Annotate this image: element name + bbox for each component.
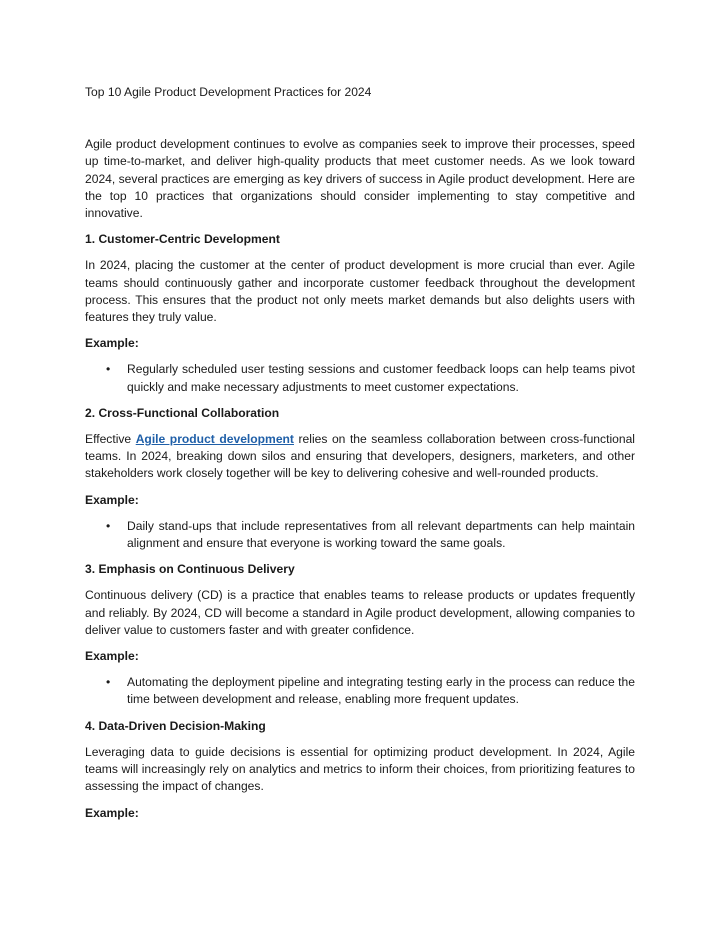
section-body-continuous-delivery: Continuous delivery (CD) is a practice that enables teams to release products or updates frequently and reliably. By 2024, CD will become a standard in Agile product development, allowing companies to deliver value to customers faster and with greater confidence. — [85, 588, 635, 637]
example-text: Regularly scheduled user testing sessions and customer feedback loops can help teams pivot quickly and make necessary adjustments to meet customer expectations. — [127, 362, 635, 394]
example-label: Example: — [85, 805, 139, 820]
example-list — [85, 518, 635, 552]
example-list — [85, 674, 635, 708]
section-body-cross-functional — [85, 431, 635, 483]
example-text: Daily stand-ups that include representatives from all relevant departments can help maintain alignment and ensure that everyone is working toward the same goals. — [127, 518, 635, 551]
section-body-data-driven: Leveraging data to guide decisions is essential for optimizing product development. In 2024, Agile teams will increasingly rely on analytics and metrics to inform their choices, from prioritizing features to assessing the impact of changes. — [85, 744, 635, 794]
bullet-icon: • — [106, 362, 111, 377]
section-body-customer-centric: In 2024, placing the customer at the center of product development is more crucial than ever. Agile teams should continuously gather and incorporate customer feedback throughout the development process. This ensures that the product not only meets market demands but also delights users with features they truly value. — [85, 258, 635, 325]
document-title: Top 10 Agile Product Development Practices for 2024 — [85, 85, 372, 99]
bullet-icon: • — [106, 518, 111, 533]
document-page — [85, 84, 635, 831]
body-suffix: relies on the seamless collaboration between cross-functional teams. In 2024, breaking down silos and ensuring that developers, designers, marketers, and other stakeholders work closely together will be key to delivering cohesive and well-rounded products. — [85, 432, 635, 481]
example-label: Example: — [85, 649, 139, 664]
list-item — [85, 361, 635, 395]
section-heading-cross-functional: 2. Cross-Functional Collaboration — [85, 405, 280, 420]
example-text: Automating the deployment pipeline and integrating testing early in the process can reduce the time between development and release, enabling more frequent updates. — [127, 675, 635, 707]
section-heading-customer-centric: 1. Customer-Centric Development — [85, 232, 280, 247]
agile-product-development-link[interactable]: Agile product development — [135, 432, 294, 447]
example-label: Example: — [85, 336, 139, 351]
body-prefix: Effective — [85, 432, 136, 447]
bullet-icon: • — [106, 675, 111, 690]
section-heading-continuous-delivery: 3. Emphasis on Continuous Delivery — [85, 562, 295, 577]
list-item — [85, 674, 635, 708]
list-item — [85, 518, 635, 552]
section-heading-data-driven: 4. Data-Driven Decision-Making — [85, 718, 266, 733]
example-list — [85, 361, 635, 395]
intro-paragraph: Agile product development continues to evolve as companies seek to improve their processes, speed up time-to-market, and deliver high-quality products that meet customer needs. As we look toward 2024, several practices are emerging as key drivers of success in Agile product development. Here are the top 10 practices that organizations should consider implementing to stay competitive and innovative. — [85, 137, 635, 221]
example-label: Example: — [85, 492, 139, 507]
